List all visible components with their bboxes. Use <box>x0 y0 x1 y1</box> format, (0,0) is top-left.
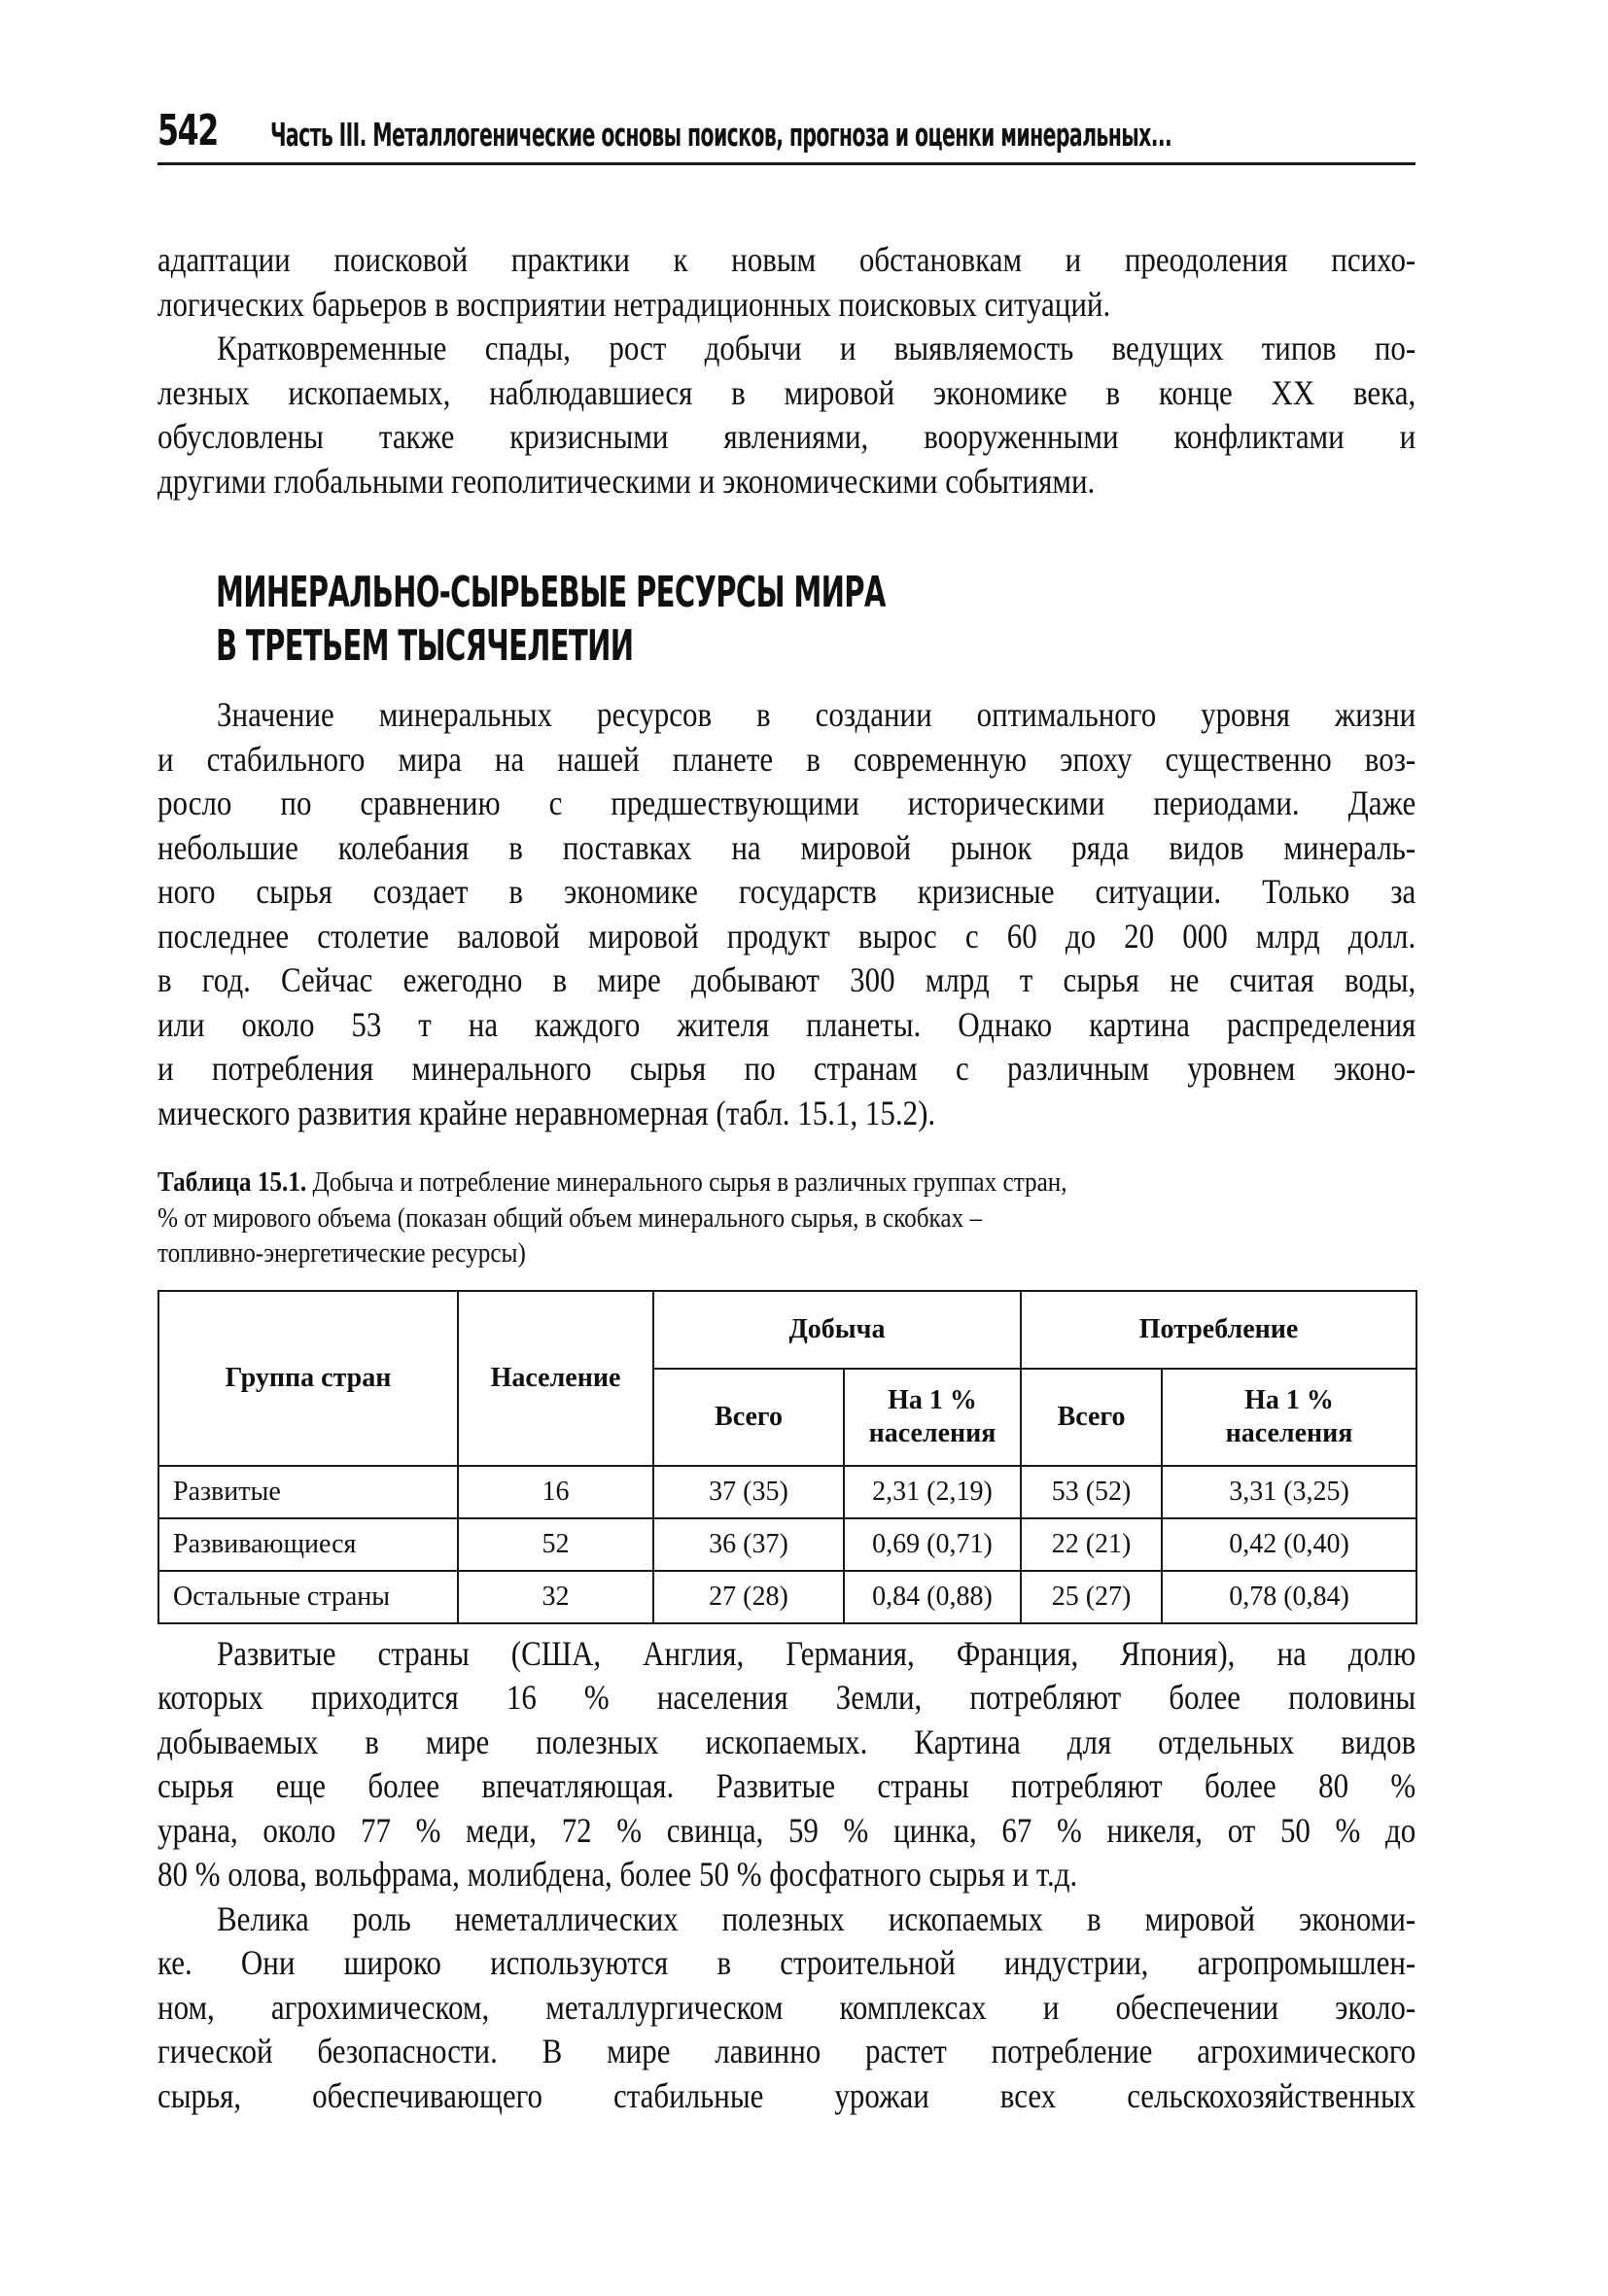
running-head <box>157 106 1416 163</box>
body-line: обусловлены также кризисными явлениями, вооруженными конфликтами и <box>157 417 1416 456</box>
body-line: урана, около 77 % меди, 72 % свинца, 59 % цинка, 67 % никеля, от 50 % до <box>157 1811 1416 1850</box>
cell-consumption-total: 22 (21) <box>1021 1518 1162 1571</box>
cell-group: Остальные страны <box>158 1571 458 1623</box>
body-line: Кратковременные спады, рост добычи и выявляемость ведущих типов по- <box>217 329 1416 367</box>
body-line: Развитые страны (США, Англия, Германия, Франция, Япония), на долю <box>217 1634 1416 1673</box>
table-row <box>158 1518 1416 1571</box>
cell-extraction-per: 0,84 (0,88) <box>844 1571 1021 1623</box>
body-line: сырья еще более впечатляющая. Развитые страны потребляют более 80 % <box>157 1766 1416 1805</box>
header-consumption: Потребление <box>1021 1291 1416 1369</box>
body-line: небольшие колебания в поставках на мировой рынок ряда видов минераль- <box>157 828 1416 867</box>
cell-extraction-per: 0,69 (0,71) <box>844 1518 1021 1571</box>
cell-extraction-per: 2,31 (2,19) <box>844 1466 1021 1518</box>
cell-extraction-total: 37 (35) <box>653 1466 844 1518</box>
cell-consumption-per: 0,78 (0,84) <box>1162 1571 1416 1623</box>
table-header-row <box>158 1291 1416 1369</box>
body-line: 80 % олова, вольфрама, молибдена, более 50 % фосфатного сырья и т.д. <box>157 1855 1078 1894</box>
table-row <box>158 1466 1416 1518</box>
body-line: и потребления минерального сырья по странам с различным уровнем эконо- <box>157 1049 1416 1088</box>
body-line: другими глобальными геополитическими и экономическими событиями. <box>157 462 1096 501</box>
body-line: сырья, обеспечивающего стабильные урожаи всех сельскохозяйственных <box>157 2076 1416 2115</box>
page-number: 542 <box>157 106 218 156</box>
data-table <box>157 1290 1417 1624</box>
header-extraction-per: На 1 % населения <box>844 1369 1021 1466</box>
table-caption-label: Таблица 15.1. <box>157 1167 307 1198</box>
body-line: гической безопасности. В мире лавинно растет потребление агрохимического <box>157 2032 1416 2070</box>
table-row <box>158 1571 1416 1623</box>
header-extraction-total: Всего <box>653 1369 844 1466</box>
body-line: ного сырья создает в экономике государств кризисные ситуации. Только за <box>157 872 1416 911</box>
table-caption-line-2: % от мирового объема (показан общий объем минерального сырья, в скобках – <box>157 1203 983 1234</box>
cell-population: 52 <box>458 1518 653 1571</box>
body-line: адаптации поисковой практики к новым обстановкам и преодоления психо- <box>157 240 1416 279</box>
header-consumption-total: Всего <box>1021 1369 1162 1466</box>
cell-consumption-per: 0,42 (0,40) <box>1162 1518 1416 1571</box>
body-line: последнее столетие валовой мировой продукт вырос с 60 до 20 000 млрд долл. <box>157 917 1416 956</box>
table-caption-line-1: Таблица 15.1. Добыча и потребление минерального сырья в различных группах стран, <box>157 1167 1067 1198</box>
section-heading <box>216 566 886 673</box>
cell-consumption-total: 25 (27) <box>1021 1571 1162 1623</box>
cell-consumption-per: 3,31 (3,25) <box>1162 1466 1416 1518</box>
cell-group: Развитые <box>158 1466 458 1518</box>
cell-extraction-total: 27 (28) <box>653 1571 844 1623</box>
section-heading-line-2: В ТРЕТЬЕМ ТЫСЯЧЕЛЕТИИ <box>216 621 634 671</box>
cell-consumption-total: 53 (52) <box>1021 1466 1162 1518</box>
body-line: которых приходится 16 % населения Земли, потребляют более половины <box>157 1678 1416 1717</box>
header-extraction: Добыча <box>653 1291 1021 1369</box>
body-line: логических барьеров в восприятии нетрадиционных поисковых ситуаций. <box>157 285 1111 324</box>
body-line: ке. Они широко используются в строительной индустрии, агропромышлен- <box>157 1943 1416 1982</box>
header-population: Население <box>458 1291 653 1466</box>
table-caption-line-3: топливно-энергетические ресурсы) <box>157 1238 526 1269</box>
body-line: в год. Сейчас ежегодно в мире добывают 300 млрд т сырья не считая воды, <box>157 960 1416 999</box>
header-group: Группа стран <box>158 1291 458 1466</box>
cell-extraction-total: 36 (37) <box>653 1518 844 1571</box>
body-line: Значение минеральных ресурсов в создании оптимального уровня жизни <box>217 695 1416 734</box>
header-rule <box>157 162 1416 165</box>
body-line: росло по сравнению с предшествующими историческими периодами. Даже <box>157 783 1416 822</box>
section-heading-line-1: МИНЕРАЛЬНО-СЫРЬЕВЫЕ РЕСУРСЫ МИРА <box>216 568 886 617</box>
running-head-title: Часть III. Металлогенические основы поисков, прогноза и оценки минеральных... <box>270 116 1172 154</box>
body-line: и стабильного мира на нашей планете в современную эпоху существенно воз- <box>157 740 1416 779</box>
cell-group: Развивающиеся <box>158 1518 458 1571</box>
cell-population: 32 <box>458 1571 653 1623</box>
body-line: добываемых в мире полезных ископаемых. Картина для отдельных видов <box>157 1722 1416 1761</box>
header-consumption-per: На 1 % населения <box>1162 1369 1416 1466</box>
body-line: Велика роль неметаллических полезных ископаемых в мировой экономи- <box>217 1899 1416 1938</box>
body-line: мического развития крайне неравномерная (табл. 15.1, 15.2). <box>157 1094 936 1132</box>
cell-population: 16 <box>458 1466 653 1518</box>
body-line: ном, агрохимическом, металлургическом комплексах и обеспечении эколо- <box>157 1988 1416 2027</box>
body-line: или около 53 т на каждого жителя планеты. Однако картина распределения <box>157 1005 1416 1044</box>
body-line: лезных ископаемых, наблюдавшиеся в мировой экономике в конце XX века, <box>157 373 1416 412</box>
